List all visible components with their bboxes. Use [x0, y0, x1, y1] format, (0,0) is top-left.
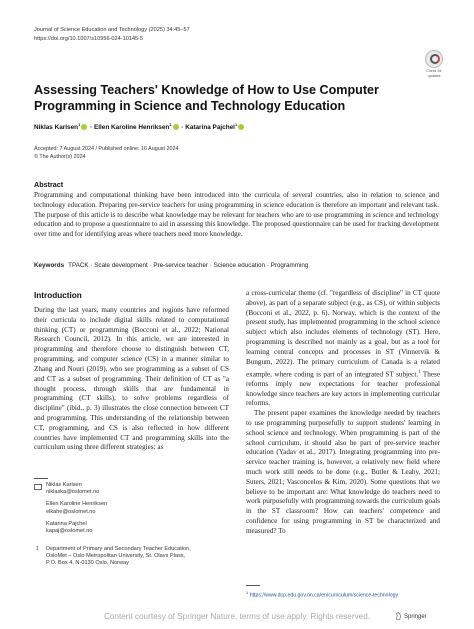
corr-name: Niklas Karlsen: [46, 482, 82, 488]
paragraph-text: The present paper examines the knowledge needed by teachers to use programming purposefully to support students' learning in school science and technology. When programming is part of the school curriculum, it should also be part of pre-service teacher education (Yadav et al., 2017). Integrating programming into pre-service teacher training is, however, a relatively new field where much work still needs to be done (e.g., Butler & Leahy, 2021; Suters, 2021; Vasconcelos & Kim, 2020). Some questions that we believe to be important are: What knowledge do teachers need to work purposefully with programming towards the curriculum goals in the ST classroom? How can teachers' competence and confidence for using programming in ST be characterized and measured? To: [246, 409, 440, 535]
footnote-number: 1: [246, 590, 249, 595]
paragraph-text: a cross-curricular theme (cf. "regardless of discipline" in CT quote above), as part of a separate subject (e.g., as CS), or within subjects (Bocconi et al., 2022, p. 6). Norway, which is the context of the present study, has implemented programming in the school science subject which also includes elements of technology (ST). Here, programming is described not mainly as a goal, but as a tool for learning central concepts and processes in ST (Vinnervik & Bungum, 2022). The primary curriculum of Canada is a related example, where coding is part of an integrated ST subject.: [246, 289, 440, 378]
paragraph-text: These reforms imply new expectations for teacher professional knowledge since teachers are key actors in implementing curricular reforms.: [246, 369, 440, 408]
footnote: [246, 590, 398, 599]
affiliation-ref: 1: [169, 122, 172, 127]
introduction-heading: Introduction: [34, 291, 82, 300]
accepted-published-line: Accepted: 7 August 2024 / Published online: 16 August 2024: [34, 146, 179, 152]
envelope-icon: [34, 484, 42, 490]
author-name[interactable]: Katarina Pajchel: [185, 124, 235, 132]
springer-horse-icon: [395, 612, 402, 620]
keywords-list: TPACK · Scale development · Pre-service teacher · Science education · Programming: [68, 262, 309, 269]
body-column-right: [246, 289, 440, 537]
footnote-ref[interactable]: 1: [418, 369, 421, 375]
crossmark-badge[interactable]: [423, 50, 445, 79]
copyright-line: © The Author(s) 2024: [34, 154, 86, 160]
footnote-url[interactable]: https://www.dcp.edu.gov.on.ca/en/curriculum/science-technology: [249, 592, 399, 599]
affiliation-line: OsloMet – Oslo Metropolitan University, St. Olavs Plass,: [46, 553, 186, 560]
journal-header: [34, 26, 190, 43]
author-separator: ·: [88, 124, 94, 132]
correspondence-block: [46, 482, 107, 535]
keywords: [34, 262, 439, 269]
crossmark-icon: [425, 50, 443, 68]
abstract-heading: Abstract: [34, 180, 64, 189]
keywords-label: Keywords: [34, 262, 65, 269]
corr-name: Ellen Karoline Henriksen: [46, 501, 108, 508]
body-column-left: During the last years, many countries and regions have reformed their curricula to include digital skills related to computational thinking (CT) or programming (Bocconi et al., 2022; National Research Council, 2012). In this article, we are interested in programming and therefore choose to distinguish between CT, programming, and computer science (CS) in a manner similar to Zhang and Nouri (2019), who see programming as a subset of CS and CT as a subset of programming. Their definition of CT as "a thought process, through skills that are fundamental in programming (CT skills), to solve problems regardless of discipline" (ibid., p. 3) illustrates the close connection between CT and programming. This understanding of the relationship between CT, programming, and CS is also reflected in how different countries have implemented CT and programming skills into the curriculum using three different strategies: as: [34, 306, 229, 452]
crossmark-label-1: Check for: [426, 69, 442, 73]
publisher-logo-text: Springer: [404, 614, 427, 620]
orcid-icon[interactable]: [238, 124, 244, 130]
courtesy-watermark: Content courtesy of Springer Nature, terms of use apply. Rights reserved.: [103, 612, 371, 621]
author-name[interactable]: Ellen Karoline Henriksen: [93, 124, 170, 132]
orcid-icon[interactable]: [173, 124, 179, 130]
footnote-divider: [246, 585, 260, 586]
corr-email[interactable]: elkahe@oslomet.no: [46, 508, 96, 515]
crossmark-label-2: updates: [427, 74, 441, 79]
affiliation-block: [46, 546, 191, 568]
corr-email[interactable]: kapaj@oslomet.no: [46, 528, 93, 535]
doi-link[interactable]: https://doi.org/10.1007/s10956-024-10145-5: [34, 35, 144, 42]
author-separator: ·: [179, 124, 186, 132]
affiliation-number: 1: [36, 546, 39, 552]
article-title: Assessing Teachers' Knowledge of How to Use Computer Programming in Science and Technology Education: [34, 83, 379, 113]
affiliation-ref: 1: [234, 122, 238, 127]
publication-dates: [34, 145, 178, 161]
corr-email[interactable]: niklaska@oslomet.no: [46, 489, 100, 496]
author-list: [34, 122, 245, 131]
affiliation-ref: 1: [78, 122, 81, 127]
corr-name: Katarina Pajchel: [46, 520, 87, 527]
author-name[interactable]: Niklas Karlsen: [34, 124, 79, 132]
affiliation-line: P.O. Box 4, N-0130 Oslo, Norway: [46, 560, 129, 567]
affiliation-line: Department of Primary and Secondary Teacher Education,: [46, 546, 191, 552]
orcid-icon[interactable]: [81, 124, 87, 130]
journal-citation: Journal of Science Education and Technology (2025) 34:45–57: [34, 27, 190, 33]
footnote-divider: [34, 478, 48, 479]
abstract-text: Programming and computational thinking have been introduced into the curricula of several countries, also in relation to science and technology education. Preparing pre-service teachers for using programming in science education is therefore an important and relevant task. The purpose of this article is to describe what knowledge may be relevant for teachers who are to use programming in science and technology education and to propose a questionnaire to aid in assessing this knowledge. The proposed questionnaire can be used for tracking development over time and for identifying areas where teachers need more knowledge.: [34, 191, 439, 239]
